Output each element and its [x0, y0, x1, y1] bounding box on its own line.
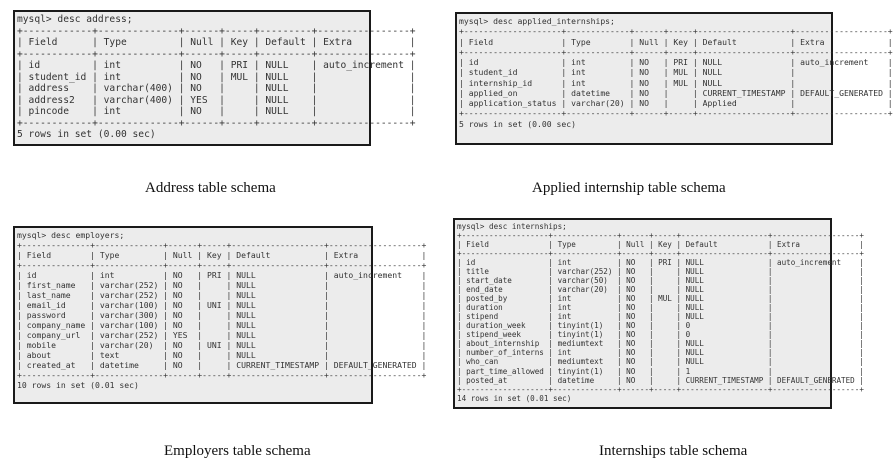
applied-internships-terminal-output: mysql> desc applied_internships; +--------------------+-------------+------+-----+-------------------+-------------------+ | Field | Type | Null | Key | Default | Extra | +--------------------+-------------+------+-----+-------------------+-------------------+ | id | int | NO | PRI | NULL | auto_increment | | student_id | int | NO | MUL | NULL | | | internship_id | int | NO | MUL | NULL | | | applied_on | datetime | NO | | CURRENT_TIMESTAMP | DEFAULT_GENERATED | | application_status | varchar(20) | NO | | Applied | | +--------------------+-------------+------+-----+-------------------+-------------------+ 5 rows in set (0.00 sec): [459, 16, 893, 129]
internships-caption: Internships table schema: [599, 443, 748, 459]
employers-schema-screenshot: [13, 226, 427, 404]
employers-terminal-output: mysql> desc employers; +--------------+--------------+------+-----+-------------------+-------------------+ | Field | Type | Null | Key | Default | Extra | +--------------+--------------+------+-----+-------------------+-------------------+ | id | int | NO | PRI | NULL | auto_increment | | first_name | varchar(252) | NO | | NULL | | | last_name | varchar(252) | NO | | NULL | | | email_id | varchar(100) | NO | UNI | NULL | | | password | varchar(300) | NO | | NULL | | | company_name | varchar(100) | NO | | NULL | | | company_url | varchar(252) | YES | | NULL | | | mobile | varchar(20) | NO | UNI | NULL | | | about | text | NO | | NULL | | | created_at | datetime | NO | | CURRENT_TIMESTAMP | DEFAULT_GENERATED | +--------------+--------------+------+-----+-------------------+-------------------+ 10 rows in set (0.01 sec): [17, 230, 427, 391]
address-schema-screenshot: [13, 10, 416, 146]
applied-internships-schema-screenshot: [455, 12, 893, 145]
applied-internships-caption: Applied internship table schema: [532, 180, 726, 196]
address-terminal-output: mysql> desc address; +------------+--------------+------+-----+---------+----------------+ | Field | Type | Null | Key | Default | Extra | +------------+--------------+------+-----+---------+----------------+ | id | int | NO | PRI | NULL | auto_increment | | student_id | int | NO | MUL | NULL | | | address | varchar(400) | NO | | NULL | | | address2 | varchar(400) | YES | | NULL | | | pincode | int | NO | | NULL | | +------------+--------------+------+-----+---------+----------------+ 5 rows in set (0.00 sec): [17, 14, 416, 140]
internships-terminal-output: mysql> desc internships; +-------------------+--------------+------+-----+-------------------+-------------------+ | Field | Type | Null | Key | Default | Extra | +-------------------+--------------+------+-----+-------------------+-------------------+ | id | int | NO | PRI | NULL | auto_increment | | title | varchar(252) | NO | | NULL | | | start_date | varchar(50) | NO | | NULL | | | end_date | varchar(20) | NO | | NULL | | | posted_by | int | NO | MUL | NULL | | | duration | int | NO | | NULL | | | stipend | int | NO | | NULL | | | duration_week | tinyint(1) | NO | | 0 | | | stipend_week | tinyint(1) | NO | | 0 | | | about_internship | mediumtext | NO | | NULL | | | number_of_interns | int | NO | | NULL | | | who_can | mediumtext | NO | | NULL | | | part_time_allowed | tinyint(1) | NO | | 1 | | | posted_at | datetime | NO | | CURRENT_TIMESTAMP | DEFAULT_GENERATED | +-------------------+--------------+------+-----+-------------------+-------------------+ 14 rows in set (0.01 sec): [457, 222, 864, 403]
internships-schema-screenshot: [453, 218, 864, 409]
address-caption: Address table schema: [145, 180, 276, 196]
employers-caption: Employers table schema: [164, 443, 311, 459]
